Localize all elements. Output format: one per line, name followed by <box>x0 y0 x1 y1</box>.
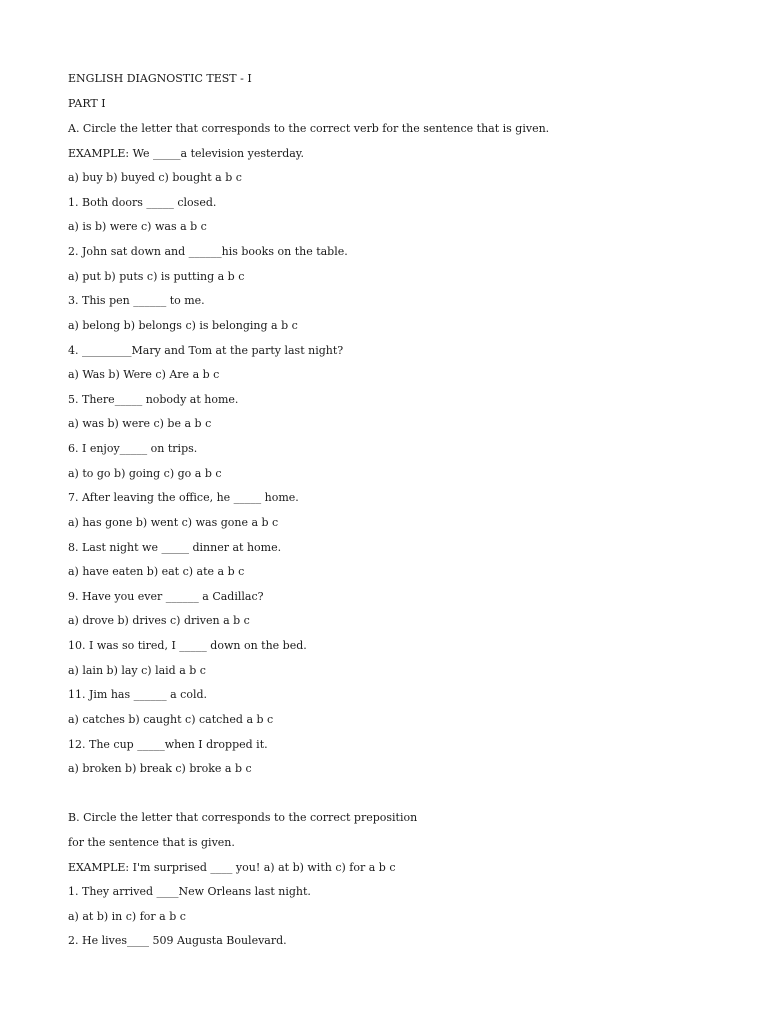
question-text: 2. He lives____ 509 Augusta Boulevard. <box>68 934 287 947</box>
question-text: 1. Both doors _____ closed. <box>68 196 217 209</box>
section-a-example-options: a) buy b) buyed c) bought a b c <box>68 171 242 184</box>
question-text: 2. John sat down and ______his books on the table. <box>68 245 348 258</box>
answer-options: a) have eaten b) eat c) ate a b c <box>68 565 245 578</box>
answer-options: a) has gone b) went c) was gone a b c <box>68 516 279 529</box>
answer-options: a) belong b) belongs c) is belonging a b c <box>68 319 298 332</box>
section-a-instruction: A. Circle the letter that corresponds to the correct verb for the sentence that is given. <box>68 122 550 135</box>
answer-options: a) Was b) Were c) Are a b c <box>68 368 220 381</box>
answer-options: a) at b) in c) for a b c <box>68 910 186 923</box>
answer-options: a) was b) were c) be a b c <box>68 417 212 430</box>
answer-options: a) drove b) drives c) driven a b c <box>68 614 250 627</box>
answer-options: a) to go b) going c) go a b c <box>68 467 222 480</box>
section-a-example: EXAMPLE: We _____a television yesterday. <box>68 147 305 160</box>
section-b-example: EXAMPLE: I'm surprised ____ you! a) at b) with c) for a b c <box>68 861 396 874</box>
answer-options: a) put b) puts c) is putting a b c <box>68 270 245 283</box>
section-b-instruction: B. Circle the letter that corresponds to the correct preposition <box>68 811 418 824</box>
question-text: 5. There_____ nobody at home. <box>68 393 239 406</box>
question-text: 6. I enjoy_____ on trips. <box>68 442 198 455</box>
question-text: 12. The cup _____when I dropped it. <box>68 738 268 751</box>
section-b-instruction-continued: for the sentence that is given. <box>68 836 235 849</box>
part-heading: PART I <box>68 97 106 110</box>
answer-options: a) broken b) break c) broke a b c <box>68 762 252 775</box>
question-text: 9. Have you ever ______ a Cadillac? <box>68 590 264 603</box>
question-text: 11. Jim has ______ a cold. <box>68 688 208 701</box>
answer-options: a) lain b) lay c) laid a b c <box>68 664 206 677</box>
question-text: 8. Last night we _____ dinner at home. <box>68 541 282 554</box>
question-text: 7. After leaving the office, he _____ home. <box>68 491 299 504</box>
document-title: ENGLISH DIAGNOSTIC TEST - I <box>68 72 252 85</box>
question-text: 4. _________Mary and Tom at the party last night? <box>68 344 344 357</box>
answer-options: a) is b) were c) was a b c <box>68 220 207 233</box>
question-text: 1. They arrived ____New Orleans last night. <box>68 885 311 898</box>
answer-options: a) catches b) caught c) catched a b c <box>68 713 274 726</box>
question-text: 10. I was so tired, I _____ down on the bed. <box>68 639 307 652</box>
question-text: 3. This pen ______ to me. <box>68 294 205 307</box>
